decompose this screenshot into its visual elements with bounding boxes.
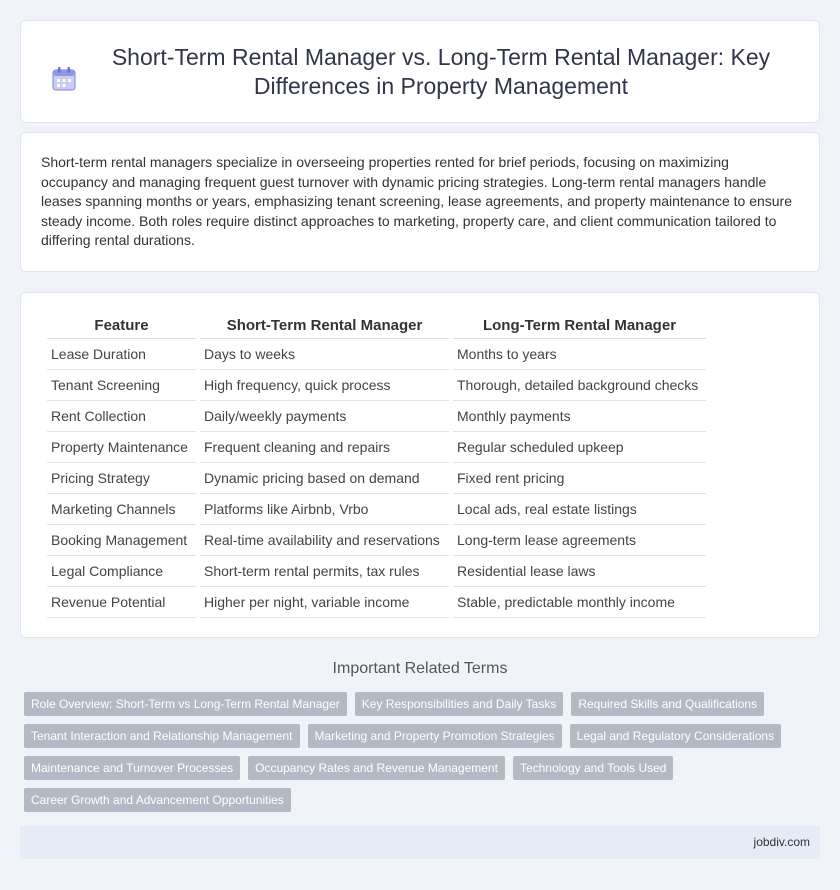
table-cell-feature: Rent Collection [47,401,196,432]
table-cell-short-term: Short-term rental permits, tax rules [200,556,449,587]
table-cell-short-term: Daily/weekly payments [200,401,449,432]
table-cell-feature: Lease Duration [47,339,196,370]
table-cell-long-term: Local ads, real estate listings [453,494,706,525]
table-row [47,339,706,370]
table-cell-short-term: Frequent cleaning and repairs [200,432,449,463]
intro-card [20,132,820,272]
table-row [47,401,706,432]
table-cell-feature: Booking Management [47,525,196,556]
related-terms-list [24,692,804,820]
table-cell-long-term: Regular scheduled upkeep [453,432,706,463]
table-row [47,432,706,463]
related-term-tag[interactable]: Technology and Tools Used [513,756,674,780]
table-cell-long-term: Thorough, detailed background checks [453,370,706,401]
table-cell-long-term: Monthly payments [453,401,706,432]
footer-site-link[interactable]: jobdiv.com [753,835,810,849]
table-row [47,463,706,494]
related-term-tag[interactable]: Key Responsibilities and Daily Tasks [355,692,564,716]
table-header-feature: Feature [47,313,196,339]
related-terms-title: Important Related Terms [332,660,508,677]
table-cell-long-term: Fixed rent pricing [453,463,706,494]
table-cell-feature: Marketing Channels [47,494,196,525]
comparison-table [43,313,710,618]
table-cell-short-term: Real-time availability and reservations [200,525,449,556]
table-cell-short-term: Dynamic pricing based on demand [200,463,449,494]
table-row [47,556,706,587]
table-cell-long-term: Months to years [453,339,706,370]
table-row [47,587,706,618]
table-header-row [47,313,706,339]
table-cell-feature: Legal Compliance [47,556,196,587]
related-term-tag[interactable]: Career Growth and Advancement Opportunities [24,788,291,812]
related-term-tag[interactable]: Tenant Interaction and Relationship Management [24,724,300,748]
title-card [20,20,820,123]
table-row [47,370,706,401]
footer [20,826,820,859]
page-title: Short-Term Rental Manager vs. Long-Term Rental Manager: Key Differences in Property Management [111,43,771,99]
table-row [47,494,706,525]
table-row [47,525,706,556]
table-cell-feature: Revenue Potential [47,587,196,618]
table-header-short-term: Short-Term Rental Manager [200,313,449,339]
table-cell-short-term: High frequency, quick process [200,370,449,401]
table-cell-short-term: Days to weeks [200,339,449,370]
intro-text: Short-term rental managers specialize in overseeing properties rented for brief periods, focusing on maximizing occupancy and managing frequent guest turnover with dynamic pricing strategies. Long-term rental managers handle leases spanning months or years, emphasizing tenant screening, lease agreements, and property maintenance to ensure steady income. Both roles require distinct approaches to marketing, property care, and client communication tailored to differing rental durations. [41,154,793,248]
related-term-tag[interactable]: Required Skills and Qualifications [571,692,764,716]
related-term-tag[interactable]: Maintenance and Turnover Processes [24,756,240,780]
table-cell-short-term: Higher per night, variable income [200,587,449,618]
related-term-tag[interactable]: Occupancy Rates and Revenue Management [248,756,505,780]
comparison-table-card [20,292,820,638]
table-cell-long-term: Residential lease laws [453,556,706,587]
table-cell-long-term: Long-term lease agreements [453,525,706,556]
table-cell-feature: Tenant Screening [47,370,196,401]
related-term-tag[interactable]: Marketing and Property Promotion Strategies [308,724,562,748]
table-header-long-term: Long-Term Rental Manager [453,313,706,339]
table-cell-feature: Pricing Strategy [47,463,196,494]
related-term-tag[interactable]: Legal and Regulatory Considerations [570,724,781,748]
table-cell-long-term: Stable, predictable monthly income [453,587,706,618]
table-cell-feature: Property Maintenance [47,432,196,463]
calendar-icon [50,65,78,93]
table-cell-short-term: Platforms like Airbnb, Vrbo [200,494,449,525]
related-term-tag[interactable]: Role Overview: Short-Term vs Long-Term Rental Manager [24,692,347,716]
